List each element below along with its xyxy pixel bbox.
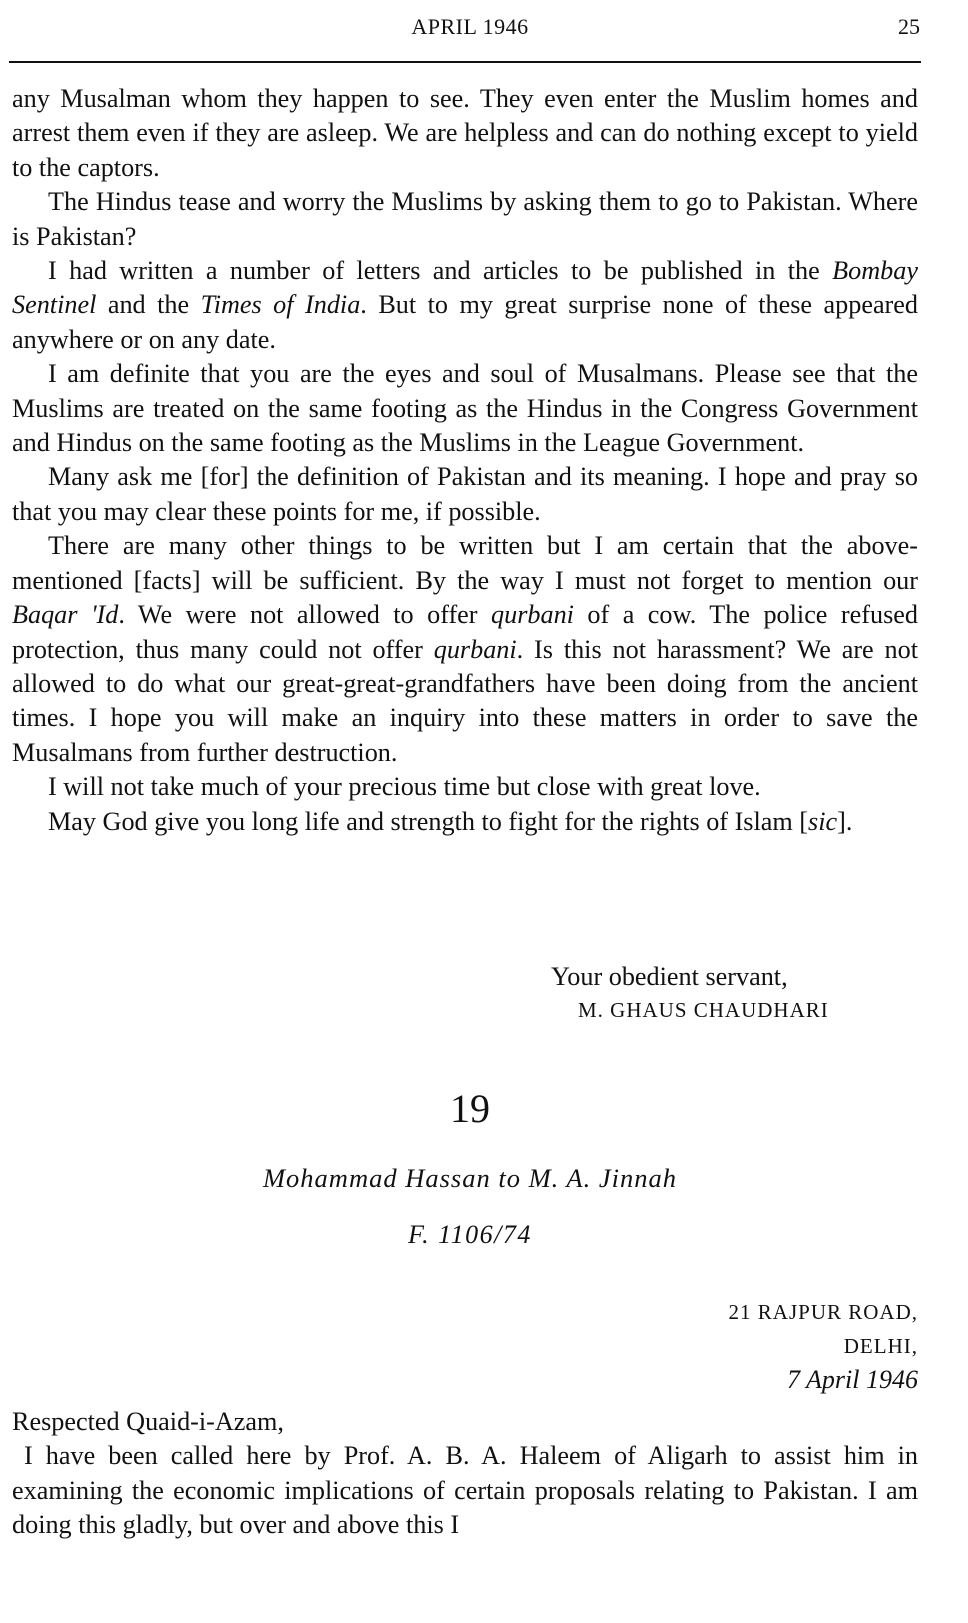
italic-term: qurbani bbox=[491, 600, 574, 630]
body-paragraph: Many ask me [for] the definition of Pakistan and its meaning. I hope and pray so that you may clear these points for me, if possible. bbox=[12, 462, 918, 526]
body-paragraph: There are many other things to be written but I am certain that the above-mentioned [facts] will be sufficient. By the way I must not forget to mention our Baqar 'Id. We were not allowed to offer qurbani of a cow. The police refused protection, thus many could not offer qurbani. Is this not harassment? We are not allowed to do what our great-great-grandfathers have been doing from the ancient times. I hope you will make an inquiry into these matters in order to save the Musalmans from further destruction. bbox=[12, 531, 918, 767]
italic-term: sic bbox=[808, 806, 838, 836]
sender-address bbox=[729, 1295, 918, 1397]
file-reference: F. 1106/74 bbox=[408, 1220, 532, 1249]
letter-19-body bbox=[12, 1405, 918, 1543]
body-paragraph: The Hindus tease and worry the Muslims by asking them to go to Pakistan. Where is Pakistan? bbox=[12, 187, 918, 251]
body-paragraph: I am definite that you are the eyes and soul of Musalmans. Please see that the Muslims are treated on the same footing as the Hindus in the Congress Government and Hindus on the same footing as the Muslims in the League Government. bbox=[12, 359, 918, 458]
document-number: 19 bbox=[450, 1086, 490, 1131]
document-heading: Mohammad Hassan to M. A. Jinnah bbox=[262, 1163, 677, 1193]
italic-term: Bombay Sentinel bbox=[12, 256, 918, 320]
closing-phrase: Your obedient servant, bbox=[551, 962, 788, 991]
running-title: APRIL 1946 bbox=[411, 14, 529, 39]
signatory-name: M. GHAUS CHAUDHARI bbox=[578, 998, 829, 1022]
letter-date: 7 April 1946 bbox=[787, 1365, 918, 1394]
running-header bbox=[0, 14, 968, 44]
salutation: Respected Quaid-i-Azam, bbox=[12, 1407, 284, 1436]
body-paragraph: I had written a number of letters and articles to be published in the Bombay Sentinel and the Times of India. But to my great surprise none of these appeared anywhere or on any date. bbox=[12, 256, 918, 354]
address-line-2: DELHI, bbox=[843, 1334, 918, 1358]
header-rule bbox=[9, 61, 921, 63]
italic-term: qurbani bbox=[433, 634, 517, 664]
body-paragraph: I have been called here by Prof. A. B. A. Haleem of Aligarh to assist him in examining the economic implications of certain proposals relating to Pakistan. I am doing this gladly, but over and above this I bbox=[12, 1441, 918, 1540]
body-paragraph: any Musalman whom they happen to see. They even enter the Muslim homes and arrest them even if they are asleep. We are helpless and can do nothing except to yield to the captors. bbox=[12, 84, 918, 182]
body-paragraph: I will not take much of your precious time but close with great love. bbox=[48, 772, 761, 802]
address-line-1: 21 RAJPUR ROAD, bbox=[728, 1300, 918, 1324]
italic-term: Baqar 'Id bbox=[12, 600, 119, 630]
italic-term: Times of India bbox=[200, 290, 361, 320]
letter-18-body bbox=[12, 82, 918, 839]
page-number: 25 bbox=[898, 14, 920, 39]
body-paragraph: May God give you long life and strength to fight for the rights of Islam [sic]. bbox=[48, 806, 853, 836]
